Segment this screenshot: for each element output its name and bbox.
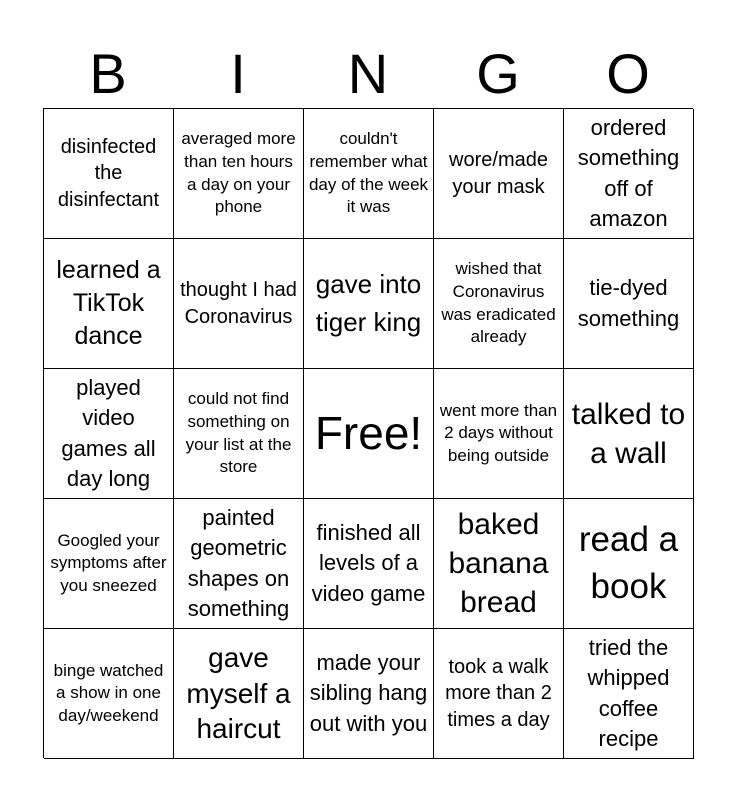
cell-text: thought I had Coronavirus <box>180 278 297 328</box>
bingo-cell-r4c3[interactable] <box>304 499 434 629</box>
bingo-board <box>43 108 693 758</box>
cell-text: wore/made your mask <box>449 148 548 198</box>
cell-text: painted geometric shapes on something <box>187 504 290 621</box>
cell-text: wished that Coronavirus was eradicated already <box>441 259 556 347</box>
bingo-cell-r1c4[interactable] <box>434 109 564 239</box>
bingo-cell-r3c5[interactable] <box>564 369 694 499</box>
cell-text: made your sibling hang out with you <box>309 649 428 736</box>
bingo-cell-r4c5[interactable] <box>564 499 694 629</box>
bingo-cell-r4c1[interactable] <box>44 499 174 629</box>
cell-text: ordered something off of amazon <box>577 114 680 231</box>
bingo-cell-r4c4[interactable] <box>434 499 564 629</box>
bingo-cell-r2c2[interactable] <box>174 239 304 369</box>
bingo-cell-r1c5[interactable] <box>564 109 694 239</box>
bingo-cell-r3c1[interactable] <box>44 369 174 499</box>
bingo-cell-r1c1[interactable] <box>44 109 174 239</box>
cell-text: tried the whipped coffee recipe <box>587 634 670 751</box>
header-letter-n: N <box>347 42 389 105</box>
bingo-cell-r4c2[interactable] <box>174 499 304 629</box>
bingo-cell-r1c3[interactable] <box>304 109 434 239</box>
cell-text: went more than 2 days without being outside <box>439 400 558 465</box>
cell-text: could not find something on your list at the store <box>185 389 292 477</box>
header-letter-b: B <box>89 42 127 105</box>
bingo-cell-r3c2[interactable] <box>174 369 304 499</box>
bingo-cell-r5c3[interactable] <box>304 629 434 759</box>
bingo-cell-r5c5[interactable] <box>564 629 694 759</box>
cell-text: couldn't remember what day of the week it was <box>308 129 429 217</box>
bingo-cell-r5c4[interactable] <box>434 629 564 759</box>
bingo-cell-r3c4[interactable] <box>434 369 564 499</box>
cell-text: took a walk more than 2 times a day <box>445 655 552 731</box>
free-space-text: Free! <box>314 407 423 460</box>
header-letter-i: I <box>230 42 246 105</box>
bingo-cell-r1c2[interactable] <box>174 109 304 239</box>
cell-text: tie-dyed something <box>577 275 680 331</box>
cell-text: learned a TikTok dance <box>56 256 161 350</box>
cell-text: gave myself a haircut <box>186 642 291 745</box>
bingo-cell-free[interactable] <box>304 369 434 499</box>
bingo-cell-r2c3[interactable] <box>304 239 434 369</box>
cell-text: played video games all day long <box>61 374 156 491</box>
cell-text: Googled your symptoms after you sneezed <box>50 530 167 595</box>
cell-text: talked to a wall <box>571 397 686 470</box>
header-letter-o: O <box>606 42 650 105</box>
cell-text: baked banana bread <box>448 508 549 619</box>
bingo-header <box>43 40 693 108</box>
cell-text: binge watched a show in one day/weekend <box>53 660 164 725</box>
bingo-cell-r5c1[interactable] <box>44 629 174 759</box>
cell-text: disinfected the disinfectant <box>57 135 160 211</box>
cell-text: read a book <box>578 519 679 606</box>
bingo-cell-r5c2[interactable] <box>174 629 304 759</box>
bingo-cell-r2c1[interactable] <box>44 239 174 369</box>
cell-text: averaged more than ten hours a day on your phone <box>181 129 296 217</box>
header-letter-g: G <box>476 42 520 105</box>
bingo-cell-r2c4[interactable] <box>434 239 564 369</box>
cell-text: finished all levels of a video game <box>311 519 426 606</box>
bingo-cell-r2c5[interactable] <box>564 239 694 369</box>
cell-text: gave into tiger king <box>315 268 422 337</box>
